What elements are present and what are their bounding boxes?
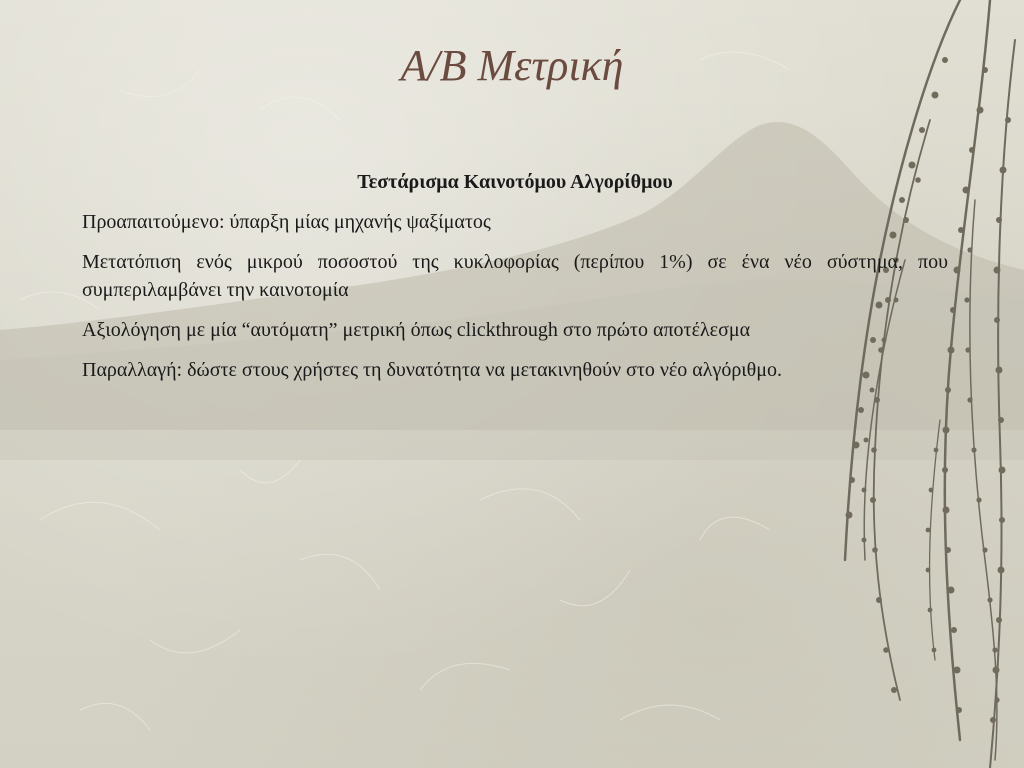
slide-content (82, 168, 948, 396)
slide-subheading: Τεστάρισμα Καινοτόμου Αλγορίθμου (357, 171, 673, 193)
paragraph-variation: Παραλλαγή: δώστε στους χρήστες τη δυνατότητα να μετακινηθούν στο νέο αλγόριθμο. (82, 359, 782, 381)
paragraph-evaluation: Αξιολόγηση με μία “αυτόματη” μετρική όπως clickthrough στο πρώτο αποτέλεσμα (82, 319, 751, 341)
paragraph-traffic-shift: Μετατόπιση ενός μικρού ποσοστού της κυκλοφορίας (περίπου 1%) σε ένα νέο σύστημα, που συμπεριλαμβάνει την καινοτομία (82, 251, 948, 301)
paragraph-prerequisite: Προαπαιτούμενο: ύπαρξη μίας μηχανής ψαξίματος (82, 211, 491, 233)
slide-title: A/B Μετρική (400, 41, 624, 90)
